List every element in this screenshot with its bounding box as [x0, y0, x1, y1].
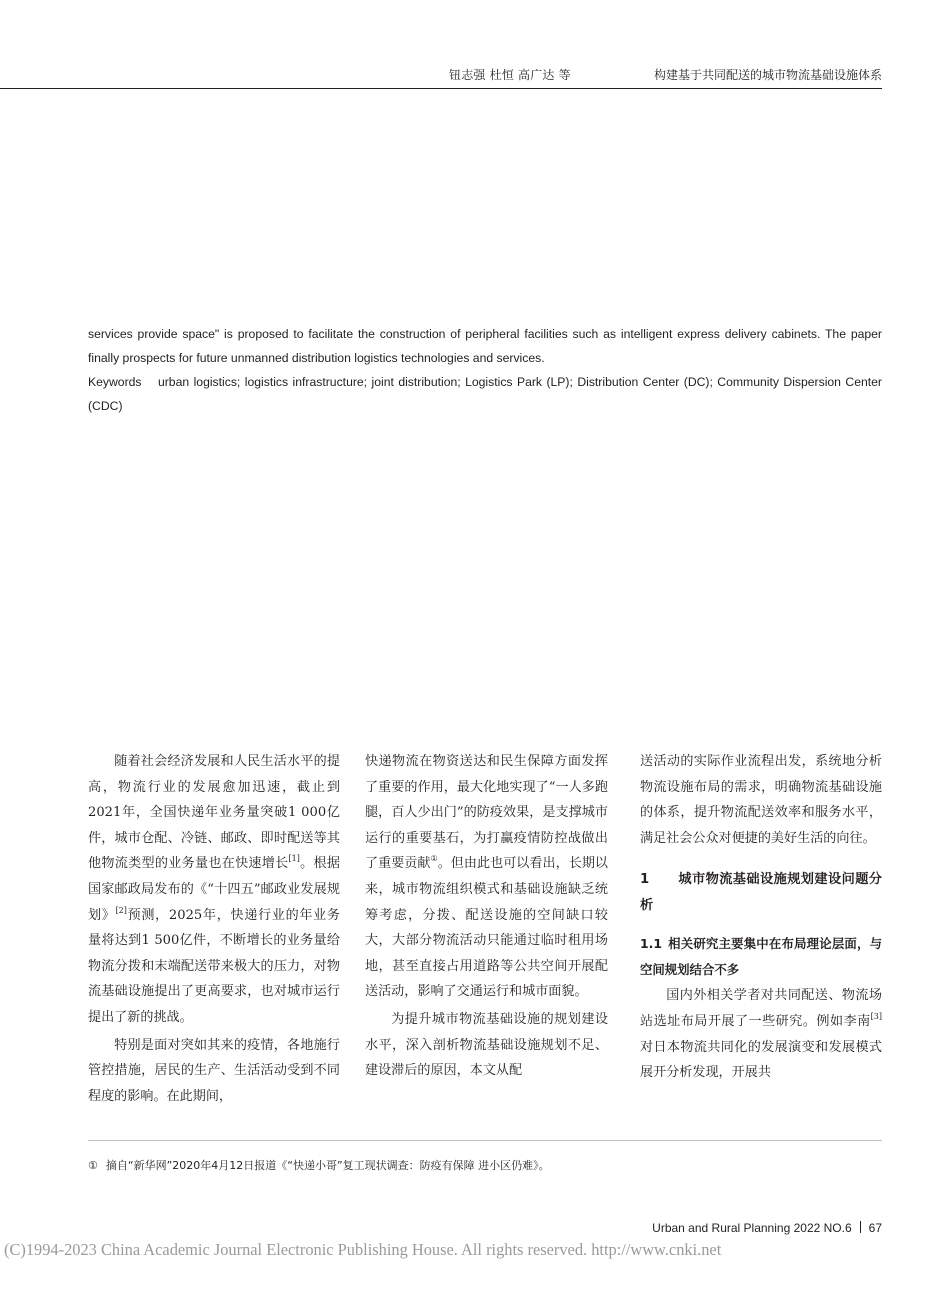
section-heading-1: [640, 867, 882, 919]
citation-ref-2: [2]: [115, 905, 127, 915]
header-authors: 钮志强 杜恒 高广达 等: [449, 68, 571, 82]
paragraph-text: 预测，2025年，快递行业的年业务量将达到1 500亿件，不断增长的业务量给物流分拨和末端配送带来极大的压力，对物流基础设施提出了更高要求，也对城市运行提出了新的挑战。: [88, 907, 341, 1025]
keywords-label: Keywords: [88, 375, 142, 389]
section-title: 城市物流基础设施规划建设问题分析: [640, 872, 882, 914]
footnote-rule: [88, 1140, 882, 1141]
header-article-title: 构建基于共同配送的城市物流基础设施体系: [653, 68, 882, 82]
citation-ref-3: [3]: [870, 1011, 882, 1021]
paragraph-research: [640, 983, 882, 1085]
header-rule: [0, 88, 882, 89]
footnote-text: 摘自“新华网”2020年4月12日报道《“快递小哥”复工现状调查：防疫有保障 进小区仍难》。: [105, 1159, 550, 1172]
body-column-2: [365, 749, 608, 1086]
english-abstract: [88, 322, 882, 418]
subsection-number: 1.1: [640, 936, 662, 952]
footnote-mark: ①: [88, 1159, 98, 1172]
paragraph-purpose: 为提升城市物流基础设施的规划建设水平，深入剖析物流基础设施规划不足、建设滞后的原因，本文从配: [365, 1011, 608, 1079]
keywords-text: urban logistics; logistics infrastructure; joint distribution; Logistics Park (LP); Distribution Center (DC); Community Dispersion Center (CDC): [88, 375, 882, 413]
journal-issue: 2022 NO.6: [793, 1221, 852, 1235]
paragraph-continued: 送活动的实际作业流程出发，系统地分析物流设施布局的需求，明确物流基础设施的体系，提升物流配送效率和服务水平，满足社会公众对便捷的美好生活的向往。: [640, 754, 882, 846]
paragraph-text: 快递物流在物资送达和民生保障方面发挥了重要的作用，最大化地实现了“一人多跑腿，百人少出门”的防疫效果，是支撑城市运行的重要基石，为打赢疫情防控战做出了重要贡献: [365, 754, 608, 872]
footnote: [88, 1157, 550, 1173]
page-footer: [652, 1221, 882, 1235]
footnote-ref-1: ①: [430, 854, 438, 864]
body-column-3: [640, 749, 882, 1088]
paragraph-text: 。根据国家邮政局发布的《“十四五”邮政业发展规划》: [88, 856, 341, 923]
body-column-1: [88, 749, 340, 1111]
paragraph-text: 随着社会经济发展和人民生活水平的提高，物流行业的发展愈加迅速，截止到2021年，全国快递年业务量突破1 000亿件，城市仓配、冷链、邮政、即时配送等其他物流类型的业务量也在快速增长: [88, 754, 340, 872]
paragraph-epidemic: 特别是面对突如其来的疫情，各地施行管控措施，居民的生产、生活活动受到不同程度的影响。在此期间，: [88, 1037, 340, 1104]
running-header: [0, 66, 882, 88]
copyright-watermark: (C)1994-2023 China Academic Journal Electronic Publishing House. All rights reserved. http://www.cnki.net: [4, 1240, 722, 1259]
page-number: 67: [868, 1221, 882, 1235]
journal-name: Urban and Rural Planning: [652, 1221, 791, 1235]
paragraph-intro: [88, 749, 340, 1031]
citation-ref-1: [1]: [288, 854, 300, 864]
keywords-line: [88, 370, 882, 418]
section-number: 1: [640, 872, 650, 888]
abstract-text: services provide space" is proposed to facilitate the construction of peripheral facilities such as intelligent express delivery cabinets. The paper finally prospects for future unmanned distribution logistics technologies and services.: [88, 327, 882, 365]
paragraph-text: 国内外相关学者对共同配送、物流场站选址布局开展了一些研究。例如李南: [640, 988, 882, 1029]
subsection-heading-1-1: [640, 931, 882, 983]
paragraph-text: 对日本物流共同化的发展演变和发展模式展开分析发现，开展共: [640, 1039, 882, 1081]
subsection-title: 相关研究主要集中在布局理论层面，与空间规划结合不多: [640, 936, 882, 978]
paragraph-continued: [365, 749, 608, 1005]
footer-separator: [860, 1221, 861, 1233]
paragraph-text: 。但由此也可以看出，长期以来，城市物流组织模式和基础设施缺乏统筹考虑，分拨、配送设施的空间缺口较大，大部分物流活动只能通过临时租用场地，甚至直接占用道路等公共空间开展配送活动，影响了交通运行和城市面貌。: [365, 856, 609, 1000]
